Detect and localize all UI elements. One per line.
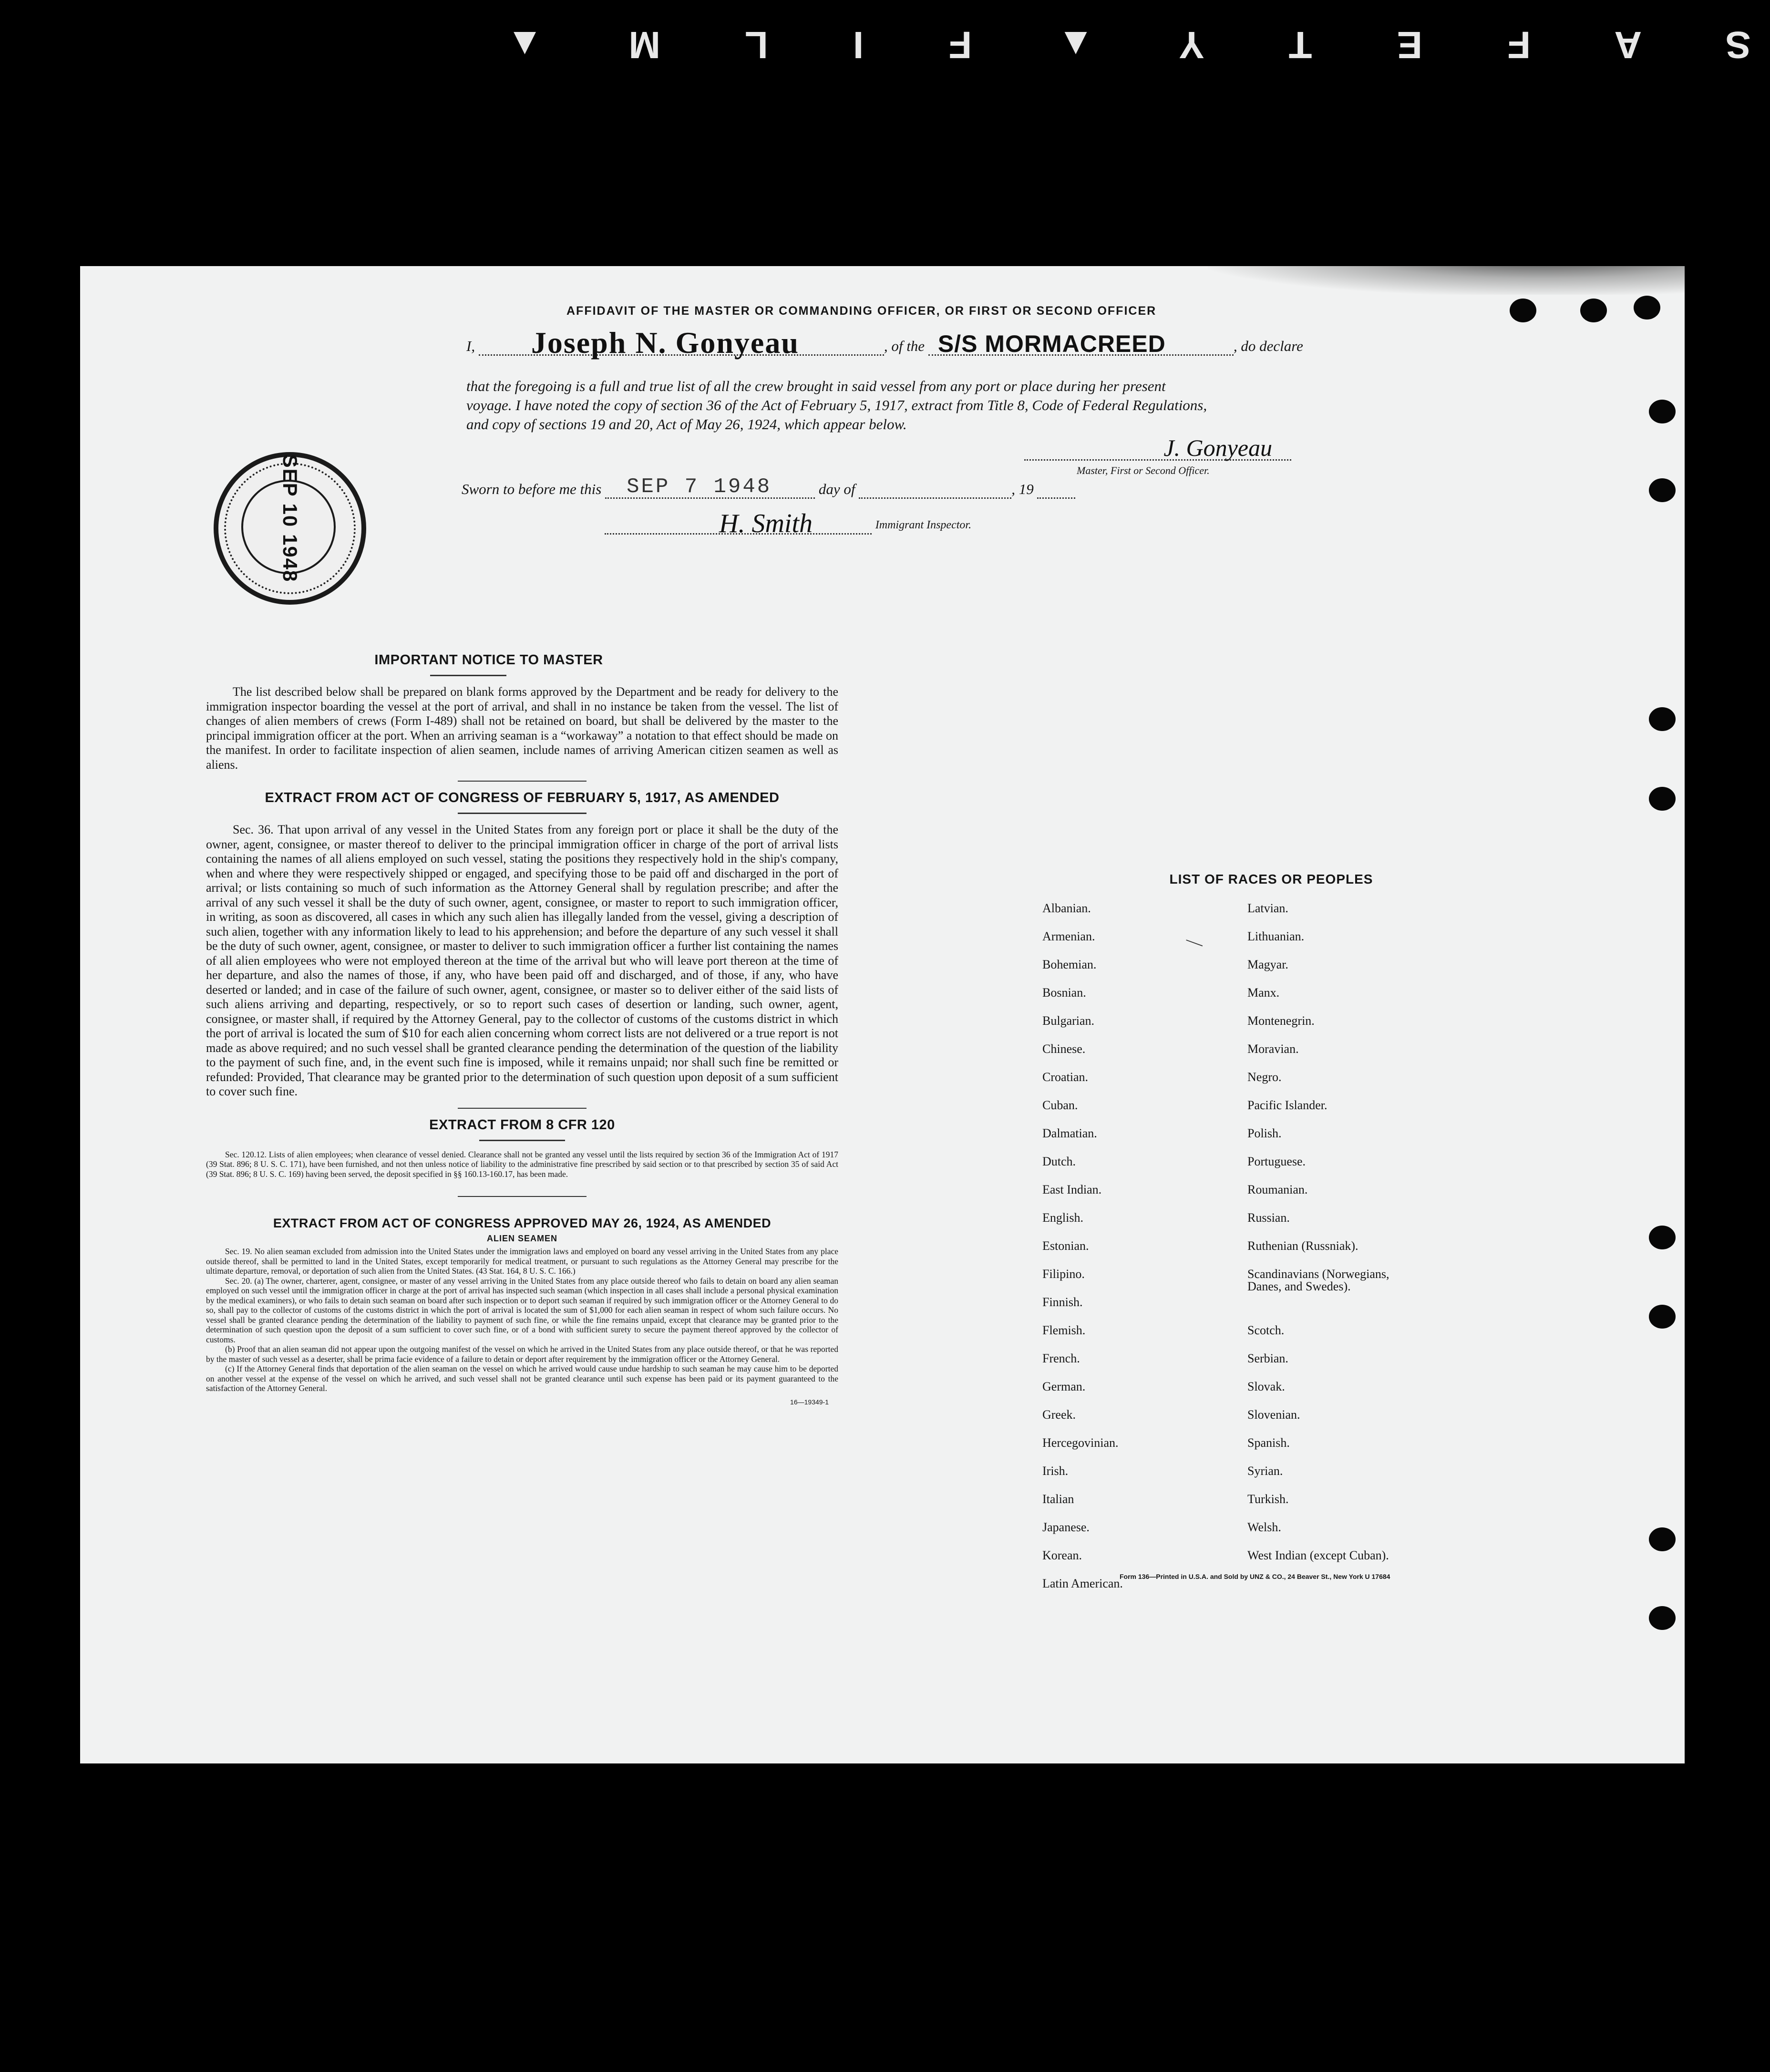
race-item: Cuban. <box>1042 1098 1078 1112</box>
races-grid <box>1042 900 1500 1604</box>
race-item: Bohemian. <box>1042 958 1097 971</box>
act-1924-subtitle: ALIEN SEAMEN <box>486 1234 557 1243</box>
sworn-year-field <box>1037 480 1075 499</box>
sworn-day-field <box>605 475 815 499</box>
race-item: Serbian. <box>1247 1351 1288 1365</box>
affidavit-line-2: that the foregoing is a full and true list of all the crew brought in said vessel from any port or place during her present <box>466 378 1166 394</box>
punch-hole-icon <box>1649 787 1676 811</box>
race-item: Turkish. <box>1247 1492 1289 1506</box>
affidavit-line-3: voyage. I have noted the copy of section 36 of the Act of February 5, 1917, extract from Title 8, Code of Federal Regulations, <box>466 397 1207 413</box>
inspector-signature: H. Smith <box>719 509 813 538</box>
act-1924-sec20b: (b) Proof that an alien seaman did not appear upon the outgoing manifest of the vessel on which he arrived in the United States from any place outside thereof, or that he was reported by the master of such vessel as a deserter, shall be prima facie evidence of a failure to detain or deport after requirement by the immigration officer or the Attorney General. <box>206 1344 838 1364</box>
immigration-seal-stamp <box>214 452 366 605</box>
divider <box>458 1196 587 1197</box>
form-footer: Form 136—Printed in U.S.A. and Sold by UNZ & CO., 24 Beaver St., New York U 17684 <box>1120 1573 1390 1580</box>
race-item: Slovenian. <box>1247 1408 1300 1422</box>
race-item: Magyar. <box>1247 958 1288 971</box>
race-item: Scotch. <box>1247 1323 1285 1337</box>
notice-body: The list described below shall be prepared on blank forms approved by the Department and be ready for delivery to the immigration inspector boarding the vessel at the port of arrival, and shall in no instance be taken from the vessel. The list of changes of alien members of crews (Form I-489) shall not be retained on board, but shall be delivered by the master to the principal immigration officer at the port. When an arriving seaman is a “workaway” a notation to that effect should be made on the manifest. In order to facilitate inspection of alien seamen, include names of arriving American citizen seamen as well as aliens. <box>206 685 838 772</box>
race-item: Polish. <box>1247 1126 1282 1140</box>
inspector-signature-block <box>605 509 972 538</box>
race-item: East Indian. <box>1042 1183 1102 1196</box>
sworn-date-stamp: SEP 7 1948 <box>627 475 772 499</box>
film-edge-label: S A F E T Y ▲ F I L M ▲ <box>469 24 1751 66</box>
race-item: German. <box>1042 1380 1086 1393</box>
act-1917-rule <box>458 813 587 814</box>
punch-hole-icon <box>1649 1226 1676 1249</box>
punch-hole-icon <box>1580 299 1607 322</box>
race-item: Albanian. <box>1042 901 1091 915</box>
race-item: Croatian. <box>1042 1070 1089 1084</box>
notice-title: IMPORTANT NOTICE TO MASTER <box>374 652 603 668</box>
divider <box>458 1108 587 1109</box>
race-item: Chinese. <box>1042 1042 1086 1056</box>
master-name-handwriting: Joseph N. Gonyeau <box>531 326 799 360</box>
race-item: Hercegovinian. <box>1042 1436 1119 1450</box>
master-label: Master, First or Second Officer. <box>1077 464 1210 476</box>
inspector-label: Immigrant Inspector. <box>875 519 972 531</box>
race-item: Bosnian. <box>1042 986 1086 1000</box>
race-item: Moravian. <box>1247 1042 1299 1056</box>
cfr-rule <box>479 1140 565 1141</box>
check-mark: — <box>1183 929 1206 953</box>
seal-date: SEP 10 1948 <box>279 454 301 583</box>
act-1924-title: EXTRACT FROM ACT OF CONGRESS APPROVED MAY 26, 1924, AS AMENDED <box>273 1216 772 1230</box>
race-item: Lithuanian. <box>1247 929 1305 943</box>
race-item: Flemish. <box>1042 1323 1086 1337</box>
race-item: Slovak. <box>1247 1380 1285 1393</box>
punch-hole-icon <box>1649 478 1676 502</box>
race-item: Spanish. <box>1247 1436 1290 1450</box>
punch-hole-icon <box>1634 296 1660 320</box>
race-item: Manx. <box>1247 986 1280 1000</box>
race-item: Bulgarian. <box>1042 1014 1095 1028</box>
race-item: Japanese. <box>1042 1520 1090 1534</box>
race-item: Dutch. <box>1042 1155 1076 1168</box>
race-item: Ruthenian (Russniak). <box>1247 1239 1358 1253</box>
race-item: Korean. <box>1042 1548 1082 1562</box>
race-item: Portuguese. <box>1247 1155 1306 1168</box>
punch-hole-icon <box>1649 1527 1676 1551</box>
left-column <box>206 652 838 1406</box>
act-1917-body: Sec. 36. That upon arrival of any vessel in the United States from any foreign port or place it shall be the duty of the owner, agent, consignee, or master thereof to deliver to the principal immigration officer in charge of the port of arrival lists containing the names of all aliens employed on such vessel, stating the positions they respectively hold in the ship's company, when and where they were respectively shipped or engaged, and specifying those to be paid off and discharged in the port of arrival; or lists containing so much of such information as the Attorney General shall by regulation prescribe; and after the arrival of any such vessel it shall be the duty of such owner, agent, consignee, or master to report to such immigration officer, in writing, as soon as discovered, all cases in which any such alien has illegally landed from the vessel, giving a description of such alien, together with any information likely to lead to his apprehension; and before the departure of any such vessel it shall be the duty of such owner, agent, consignee, or master to deliver to such immigration officer a further list containing the names of all alien employees who were not employed thereon at the time of the arrival but who will leave port thereon at the time of her departure, and also the names of those, if any, who have been paid off and discharged, and of those, if any, who have deserted or landed; and in case of the failure of such owner, agent, consignee, or master so to deliver either of the said lists of such aliens arriving and departing, respectively, or so to report such cases of desertion or landing, such owner, agent, consignee, or master shall, if required by the Attorney General, pay to the collector of customs of the customs district in which the port of arrival is located the sum of $10 for each alien concerning whom correct lists are not delivered or a true report is not made as above required; and no such vessel shall be granted clearance pending the determination of the question of the liability to the payment of such fine, and, in the event such fine is imposed, while it remains unpaid; nor shall such fine be remitted or refunded: Provided, That clearance may be granted prior to the determination of such question upon deposit of a sum sufficient to cover such fine. <box>206 823 838 1098</box>
race-item: Pacific Islander. <box>1247 1098 1328 1112</box>
race-item: Filipino. <box>1042 1267 1085 1281</box>
punch-hole-icon <box>1510 299 1536 322</box>
race-item: Finnish. <box>1042 1295 1083 1309</box>
affidavit-title: AFFIDAVIT OF THE MASTER OR COMMANDING OFFICER, OR FIRST OR SECOND OFFICER <box>566 304 1157 318</box>
affidavit-line-4: and copy of sections 19 and 20, Act of May 26, 1924, which appear below. <box>466 416 907 433</box>
race-item: Italian <box>1042 1492 1074 1506</box>
race-item: Syrian. <box>1247 1464 1283 1478</box>
race-item: Roumanian. <box>1247 1183 1308 1196</box>
act-1924-sec20a: Sec. 20. (a) The owner, charterer, agent, consignee, or master of any vessel arriving in the United States from any place outside thereof who fails to detain on board any alien seaman employed on such vessel until the immigration officer in charge at the port of arrival has inspected such seaman (which inspection in all cases shall include a personal physical examination by the medical examiners), or who fails to detain such seaman on board after such inspection or to deport such seaman if required by such immigration officer or the Attorney General to do so, shall pay to the collector of customs of the customs district in which the port of arrival is located the sum of $1,000 for each alien seaman in respect of whom such failure occurs. No vessel shall be granted clearance pending the determination of the liability to payment of such fine, or while the fine remains unpaid, except that clearance may be granted prior to the determination of such question upon the deposit of a sum sufficient to cover such fine, or of a bond with sufficient surety to secure the payment thereof approved by the collector of customs. <box>206 1276 838 1344</box>
divider <box>458 781 587 782</box>
form-number: 16—19349-1 <box>790 1398 829 1406</box>
punch-hole-icon <box>1649 1606 1676 1630</box>
affidavit-prefix: I, <box>466 338 475 354</box>
affidavit-do-declare: , do declare <box>1233 338 1303 354</box>
affidavit-declaration-line <box>466 326 1303 360</box>
ship-name: S/S MORMACREED <box>937 330 1166 357</box>
master-name-field <box>479 326 884 360</box>
master-signature-block <box>1024 434 1291 461</box>
act-1917-title: EXTRACT FROM ACT OF CONGRESS OF FEBRUARY 5, 1917, AS AMENDED <box>265 790 780 805</box>
race-item: Negro. <box>1247 1070 1282 1084</box>
act-1924-body <box>206 1247 838 1393</box>
act-1924-sec20c: (c) If the Attorney General finds that deportation of the alien seaman on the vessel on which he arrived would cause undue hardship to such seaman he may cause him to be deported on another vessel at the expense of the vessel on which he arrived, and such vessel shall not be granted clearance until such expense has been paid or its payment guaranteed to the satisfaction of the Attorney General. <box>206 1364 838 1393</box>
affidavit-of-the: , of the <box>884 338 925 354</box>
sworn-month-field <box>859 480 1011 499</box>
sworn-line <box>462 475 1075 499</box>
master-signature: J. Gonyeau <box>1163 434 1272 461</box>
cfr-body: Sec. 120.12. Lists of alien employees; when clearance of vessel denied. Clearance shall not be granted any vessel until the lists required by section 36 of the Immigration Act of 1917 (39 Stat. 896; 8 U. S. C. 171), have been furnished, and not then unless notice of liability to the administrative fine prescribed by said section or to that prescribed by section 35 of said Act (39 Stat. 896; 8 U. S. C. 169) having been served, the deposit specified in §§ 160.13-160.17, has been made. <box>206 1149 838 1179</box>
cfr-title: EXTRACT FROM 8 CFR 120 <box>429 1117 615 1133</box>
race-item: Irish. <box>1042 1464 1069 1478</box>
notice-title-rule <box>430 675 506 676</box>
race-item: French. <box>1042 1351 1080 1365</box>
inspector-signature-line <box>605 509 872 538</box>
ship-name-field <box>928 330 1234 357</box>
race-item: English. <box>1042 1211 1083 1225</box>
race-item: Latvian. <box>1247 901 1288 915</box>
punch-hole-icon <box>1649 1305 1676 1329</box>
race-item: Russian. <box>1247 1211 1290 1225</box>
race-item <box>1247 1294 1500 1322</box>
sworn-prefix: Sworn to before me this <box>462 481 602 497</box>
races-list <box>1042 872 1500 1604</box>
race-item: Estonian. <box>1042 1239 1089 1253</box>
top-smudge <box>1208 266 1685 295</box>
race-item: Scandinavians (Norwegians, Danes, and Swedes). <box>1247 1267 1389 1293</box>
document-sheet <box>80 266 1685 1763</box>
race-item: Greek. <box>1042 1408 1076 1422</box>
sworn-year-prefix: , 19 <box>1011 481 1034 497</box>
races-title: LIST OF RACES OR PEOPLES <box>1169 872 1373 887</box>
punch-hole-icon <box>1649 400 1676 423</box>
race-item: West Indian (except Cuban). <box>1247 1548 1389 1562</box>
race-item: Latin American. <box>1042 1577 1123 1590</box>
race-item: Montenegrin. <box>1247 1014 1315 1028</box>
sworn-day-of: day of <box>818 481 855 497</box>
race-item: Welsh. <box>1247 1520 1281 1534</box>
master-signature-line <box>1024 434 1291 461</box>
race-item: Dalmatian. <box>1042 1126 1097 1140</box>
race-item: Armenian. <box>1042 929 1095 943</box>
punch-hole-icon <box>1649 707 1676 731</box>
act-1924-sec19: Sec. 19. No alien seaman excluded from admission into the United States under the immigration laws and employed on board any vessel arriving in the United States from any place outside thereof, shall be permitted to land in the United States, except temporarily for medical treatment, or pursuant to such regulations as the Attorney General may prescribe for the ultimate departure, removal, or deportation of such alien from the United States. (43 Stat. 164, 8 U. S. C. 166.) <box>206 1247 838 1276</box>
